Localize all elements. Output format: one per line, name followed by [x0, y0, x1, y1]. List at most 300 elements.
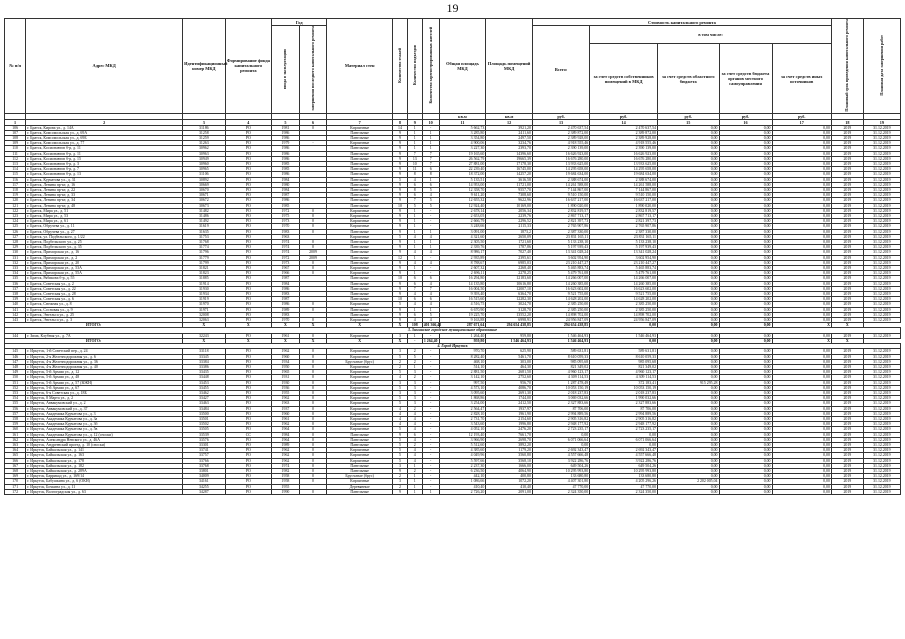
- table-cell: 2019: [831, 458, 863, 463]
- unit-living-area: кв.м: [486, 113, 533, 119]
- table-cell: 13 933 625,00: [532, 161, 589, 166]
- table-cell: -: [422, 401, 439, 406]
- column-number: 6: [299, 119, 327, 125]
- table-cell: 0,00: [658, 432, 719, 437]
- table-cell: 9: [393, 135, 408, 140]
- table-cell: 2019: [831, 312, 863, 317]
- table-cell: 1: [407, 208, 422, 213]
- table-cell: 31.12.2019: [863, 271, 900, 276]
- table-cell: 0,00: [658, 489, 719, 494]
- table-cell: 1973: [272, 219, 300, 224]
- table-cell: 14 266 007,00: [532, 276, 589, 281]
- table-cell: 31.12.2019: [863, 229, 900, 234]
- table-cell: 7027,40: [486, 250, 533, 255]
- table-cell: 0,00: [719, 146, 772, 151]
- table-cell: 31.12.2019: [863, 203, 900, 208]
- table-cell: 0,00: [658, 364, 719, 369]
- table-cell: 9: [393, 208, 408, 213]
- table-cell: 2 832 819,57: [590, 208, 658, 213]
- table-cell: 1980: [272, 182, 300, 187]
- table-cell: 5 597,66: [439, 458, 486, 463]
- table-cell: г. Иркутск, Волгоградская ул., д. 63: [26, 489, 183, 494]
- table-cell: 31.12.2019: [863, 375, 900, 380]
- table-cell: 1: [407, 479, 422, 484]
- table-cell: 0,00: [772, 198, 831, 203]
- table-cell: 2019: [831, 359, 863, 364]
- table-cell: 0,00: [719, 260, 772, 265]
- table-cell: г. Братск, Ленина пр-кт, д. 22: [26, 188, 183, 193]
- table-cell: 114: [5, 167, 26, 172]
- table-cell: 2 018 237,83: [590, 390, 658, 395]
- table-cell: 0,00: [719, 292, 772, 297]
- table-cell: РО: [225, 312, 272, 317]
- table-cell: 2019: [831, 427, 863, 432]
- table-cell: 2 881,50: [439, 370, 486, 375]
- table-cell: 6985,03: [486, 260, 533, 265]
- table-cell: 23 831 165,11: [532, 234, 589, 239]
- table-cell: 0,00: [772, 177, 831, 182]
- table-cell: 16 626 923,00: [532, 151, 589, 156]
- table-cell: РО: [225, 380, 272, 385]
- table-cell: 7 144 867,00: [590, 188, 658, 193]
- table-cell: 1970: [272, 318, 300, 323]
- table-cell: 170: [5, 479, 26, 484]
- table-cell: 33757: [183, 453, 225, 458]
- table-cell: 0,00: [772, 474, 831, 479]
- table-cell: 2411,60: [486, 130, 533, 135]
- table-cell: Кирпичные: [327, 390, 393, 395]
- table-cell: 2 389 928,00: [590, 135, 658, 140]
- table-cell: 10: [393, 297, 408, 302]
- table-cell: 0: [299, 208, 327, 213]
- table-cell: РО: [225, 307, 272, 312]
- table-cell: 10 295 993,80: [532, 468, 589, 473]
- table-cell: 2019: [831, 245, 863, 250]
- table-cell: 0,00: [772, 458, 831, 463]
- table-cell: 31.12.2019: [863, 146, 900, 151]
- table-cell: 9: [393, 167, 408, 172]
- table-cell: 0,00: [719, 125, 772, 130]
- header-local: за счет средств бюджета органов местного самоуправления: [719, 44, 772, 113]
- table-cell: 1962: [272, 349, 300, 354]
- table-cell: 33345: [183, 354, 225, 359]
- table-cell: 0,00: [719, 182, 772, 187]
- table-cell: 0,00: [658, 354, 719, 359]
- table-cell: 0,00: [772, 151, 831, 156]
- table-cell: 108: [5, 135, 26, 140]
- table-cell: 1984: [272, 188, 300, 193]
- table-cell: 1955: [272, 484, 300, 489]
- table-cell: 107: [5, 130, 26, 135]
- table-cell: 6364,70: [486, 292, 533, 297]
- table-cell: г. Иркутск, Академика Курчатова ул., д. 3: [26, 411, 183, 416]
- table-cell: 2 470 637,54: [590, 125, 658, 130]
- table-cell: 4: [407, 458, 422, 463]
- table-cell: 0: [299, 224, 327, 229]
- table-cell: 31.12.2019: [863, 260, 900, 265]
- table-cell: 9: [393, 214, 408, 219]
- table-cell: 2019: [831, 198, 863, 203]
- table-cell: 1974: [272, 245, 300, 250]
- table-cell: 2 385 250,00: [532, 307, 589, 312]
- table-cell: 2 305,50: [439, 240, 486, 245]
- table-cell: 12 193,40: [439, 432, 486, 437]
- table-cell: 1: [407, 219, 422, 224]
- table-cell: 0: [299, 406, 327, 411]
- table-cell: 164: [5, 448, 26, 453]
- table-cell: 0,00: [719, 396, 772, 401]
- table-cell: 23 210 447,27: [532, 260, 589, 265]
- table-cell: 10: [393, 276, 408, 281]
- table-cell: 2019: [831, 448, 863, 453]
- table-cell: г. Братск, Ленина пр-кт, д. 48: [26, 203, 183, 208]
- table-cell: 5 197 939,43: [532, 245, 589, 250]
- table-cell: 3: [407, 396, 422, 401]
- table-cell: РО: [225, 182, 272, 187]
- table-cell: 1986: [272, 286, 300, 291]
- table-cell: 2 692 343,47: [532, 448, 589, 453]
- table-cell: 3560,80: [486, 453, 533, 458]
- table-cell: 31.12.2019: [863, 427, 900, 432]
- table-cell: 2019: [831, 188, 863, 193]
- table-cell: 400,80: [486, 474, 533, 479]
- table-cell: 2 327 883,66: [590, 401, 658, 406]
- table-cell: 144: [5, 333, 26, 338]
- table-cell: 2 696,11: [439, 271, 486, 276]
- table-cell: 1987: [272, 297, 300, 302]
- table-cell: Кирпичные: [327, 380, 393, 385]
- table-cell: 0,00: [719, 411, 772, 416]
- table-cell: 0,00: [772, 219, 831, 224]
- table-cell: Панельные: [327, 281, 393, 286]
- table-cell: 0,00: [658, 458, 719, 463]
- table-cell: 13 933 625,00: [590, 161, 658, 166]
- table-cell: 0: [299, 437, 327, 442]
- table-cell: Кирпичные: [327, 422, 393, 427]
- table-cell: 5: [422, 203, 439, 208]
- table-cell: 0,00: [719, 406, 772, 411]
- table-cell: 4 573,10: [439, 385, 486, 390]
- table-cell: г. Иркутск, Академика Курчатова ул., д. 3а: [26, 416, 183, 421]
- table-cell: 33484: [183, 406, 225, 411]
- table-cell: 0: [299, 370, 327, 375]
- table-cell: 0,00: [772, 411, 831, 416]
- table-cell: 146: [5, 354, 26, 359]
- table-cell: 5 479 761,08: [590, 271, 658, 276]
- table-cell: Кирпичные: [327, 364, 393, 369]
- table-cell: 959,80: [439, 338, 486, 343]
- table-cell: РО: [225, 302, 272, 307]
- table-cell: г. Братск, Приморская ул., д. 53А: [26, 266, 183, 271]
- table-cell: 33766: [183, 458, 225, 463]
- table-cell: 0,00: [772, 442, 831, 447]
- table-cell: 1958: [272, 474, 300, 479]
- table-cell: 32063: [183, 318, 225, 323]
- table-cell: 121: [5, 203, 26, 208]
- table-cell: г. Братск, Обручева ул., д. 11: [26, 224, 183, 229]
- table-cell: 3: [407, 401, 422, 406]
- table-cell: 31970: [183, 302, 225, 307]
- table-cell: 1: [407, 130, 422, 135]
- table-cell: 16 623 602,00: [532, 286, 589, 291]
- table-cell: 0,00: [772, 427, 831, 432]
- table-cell: г. Иркутск, Аввакумовский ул., д. 37: [26, 406, 183, 411]
- table-cell: Кирпичные: [327, 385, 393, 390]
- table-cell: 158: [5, 416, 26, 421]
- table-cell: 31.12.2019: [863, 359, 900, 364]
- table-cell: 3: [407, 370, 422, 375]
- table-cell: 9: [393, 266, 408, 271]
- table-cell: 2115,33: [486, 224, 533, 229]
- table-cell: 1: [407, 484, 422, 489]
- table-cell: 3568,10: [486, 458, 533, 463]
- table-cell: г. Братск, Энгельса ул., д. 3: [26, 318, 183, 323]
- table-cell: 372 183,41: [590, 380, 658, 385]
- table-cell: 0,00: [719, 245, 772, 250]
- table-cell: 2 935,89: [439, 255, 486, 260]
- table-cell: 0,00: [772, 370, 831, 375]
- table-cell: 24 956 847,09: [532, 318, 589, 323]
- table-cell: 8 610 059,33: [590, 354, 658, 359]
- table-cell: 31.12.2019: [863, 135, 900, 140]
- table-cell: 149: [5, 370, 26, 375]
- table-cell: 31.12.2019: [863, 172, 900, 177]
- table-cell: 9: [393, 292, 408, 297]
- table-cell: 6 071 066,64: [590, 437, 658, 442]
- table-cell: 9: [393, 286, 408, 291]
- table-cell: 0,00: [658, 151, 719, 156]
- table-cell: 14 135,80: [439, 281, 486, 286]
- table-cell: РО: [225, 281, 272, 286]
- table-cell: 821 349,02: [590, 364, 658, 369]
- table-cell: 1983: [272, 292, 300, 297]
- table-cell: 2009: [299, 250, 327, 255]
- table-cell: 3: [393, 349, 408, 354]
- table-cell: 31930: [183, 286, 225, 291]
- table-cell: 9: [393, 229, 408, 234]
- table-cell: 1961: [272, 333, 300, 338]
- table-cell: 0,00: [719, 240, 772, 245]
- table-cell: 131: [5, 255, 26, 260]
- table-cell: -: [422, 474, 439, 479]
- table-cell: 5 465 883,74: [532, 266, 589, 271]
- table-cell: 31.12.2019: [863, 302, 900, 307]
- table-cell: Х: [327, 338, 393, 343]
- table-cell: 0,00: [719, 437, 772, 442]
- table-cell: г. Братск, Приморская ул., д. 55А: [26, 271, 183, 276]
- table-cell: г. Иркутск, 4-я Железнодорожная ул., д. 36: [26, 359, 183, 364]
- table-cell: 1979: [272, 141, 300, 146]
- table-cell: 1 990 032,66: [590, 396, 658, 401]
- table-cell: 0,00: [658, 193, 719, 198]
- table-cell: 0: [299, 364, 327, 369]
- table-cell: 0,00: [719, 323, 772, 328]
- table-cell: 136: [5, 281, 26, 286]
- table-cell: 31.12.2019: [863, 385, 900, 390]
- table-cell: 0,00: [719, 474, 772, 479]
- table-cell: Кирпичные: [327, 271, 393, 276]
- table-cell: г. Иркутск, 8 Марта ул., д. 2: [26, 396, 183, 401]
- table-cell: 2019: [831, 390, 863, 395]
- table-cell: 33463: [183, 401, 225, 406]
- table-cell: г. Братск, Обручева ул., д. 27: [26, 229, 183, 234]
- table-cell: 2 389 872,00: [532, 130, 589, 135]
- table-cell: 464,30: [486, 364, 533, 369]
- table-cell: 0,00: [772, 276, 831, 281]
- table-cell: 4 309 114,53: [532, 375, 589, 380]
- table-cell: 2 765 907,86: [532, 224, 589, 229]
- table-cell: 33118: [183, 349, 225, 354]
- table-cell: 5 133 238,10: [590, 240, 658, 245]
- table-cell: 0,00: [658, 484, 719, 489]
- table-cell: 0,00: [590, 338, 658, 343]
- table-cell: РО: [225, 125, 272, 130]
- table-cell: 139: [5, 297, 26, 302]
- header-cost-group: Стоимость капитального ремонта: [532, 19, 831, 26]
- table-cell: 142: [5, 312, 26, 317]
- header-ident: Идентификационный номер МКД: [183, 19, 225, 114]
- table-cell: 7: [422, 156, 439, 161]
- table-cell: 4 309 114,53: [590, 375, 658, 380]
- table-cell: 31.12.2019: [863, 156, 900, 161]
- table-cell: 9622,96: [486, 198, 533, 203]
- table-cell: 0,00: [590, 323, 658, 328]
- table-cell: 30672: [183, 198, 225, 203]
- column-number: 5: [272, 119, 300, 125]
- table-cell: 0,00: [772, 172, 831, 177]
- table-cell: 16 623 602,00: [590, 286, 658, 291]
- table-cell: 6 236,50: [439, 468, 486, 473]
- table-cell: 0,00: [719, 468, 772, 473]
- table-cell: Кирпичные: [327, 125, 393, 130]
- table-cell: РО: [225, 370, 272, 375]
- section-title: 4. Город Иркутск: [5, 344, 901, 349]
- table-cell: 14257,20: [486, 172, 533, 177]
- table-cell: 2019: [831, 318, 863, 323]
- table-cell: 14 295 658,00: [590, 167, 658, 172]
- table-cell: 3 922 286,76: [532, 458, 589, 463]
- table-cell: РО: [225, 271, 272, 276]
- table-cell: 30962: [183, 146, 225, 151]
- table-cell: 0,00: [658, 323, 719, 328]
- table-cell: РО: [225, 416, 272, 421]
- table-cell: 123: [5, 214, 26, 219]
- table-cell: 0,00: [658, 135, 719, 140]
- table-cell: г. Братск, Космонавтов б-р, д. 15: [26, 156, 183, 161]
- table-cell: 1955: [272, 390, 300, 395]
- table-cell: РО: [225, 188, 272, 193]
- table-cell: 16 637 217,00: [532, 198, 589, 203]
- table-cell: 0,00: [658, 401, 719, 406]
- table-cell: 1: [422, 141, 439, 146]
- table-cell: 2: [407, 442, 422, 447]
- table-cell: РО: [225, 385, 272, 390]
- table-cell: 2 905 316,82: [590, 416, 658, 421]
- table-cell: 2019: [831, 193, 863, 198]
- table-cell: 13: [407, 156, 422, 161]
- table-cell: 1930: [272, 380, 300, 385]
- table-cell: РО: [225, 177, 272, 182]
- table-cell: 2 821 397,73: [590, 219, 658, 224]
- table-cell: -: [422, 266, 439, 271]
- table-cell: 2 723 235,17: [532, 427, 589, 432]
- table-cell: 2 327 883,66: [532, 401, 589, 406]
- table-cell: 2019: [831, 135, 863, 140]
- table-cell: 2019: [831, 255, 863, 260]
- table-cell: 3 966,90: [439, 437, 486, 442]
- table-cell: 0,00: [658, 302, 719, 307]
- table-cell: 0,00: [772, 349, 831, 354]
- table-cell: 2019: [831, 463, 863, 468]
- total-label: ИТОГО:: [5, 338, 183, 343]
- table-cell: 0,00: [658, 245, 719, 250]
- table-cell: 14396,60: [486, 151, 533, 156]
- table-cell: 0,00: [719, 401, 772, 406]
- table-cell: 0: [299, 458, 327, 463]
- table-cell: 0,00: [658, 349, 719, 354]
- table-cell: 0,00: [772, 161, 831, 166]
- table-cell: -: [422, 214, 439, 219]
- table-cell: -: [422, 208, 439, 213]
- table-cell: 956,70: [486, 380, 533, 385]
- table-cell: 4 918 555,46: [532, 141, 589, 146]
- table-cell: 112: [5, 156, 26, 161]
- table-cell: 2 324 350,00: [532, 489, 589, 494]
- table-cell: РО: [225, 474, 272, 479]
- table-cell: г. Иркутск, Баррикад ул., д. 169/14: [26, 474, 183, 479]
- table-cell: Х: [272, 323, 300, 328]
- table-cell: 1970: [272, 224, 300, 229]
- table-cell: Панельные: [327, 312, 393, 317]
- table-cell: 1984: [272, 281, 300, 286]
- table-cell: Кирпичные: [327, 219, 393, 224]
- table-cell: 997,50: [439, 380, 486, 385]
- table-cell: 3: [407, 385, 422, 390]
- table-cell: 0,00: [772, 135, 831, 140]
- table-cell: 130: [5, 250, 26, 255]
- table-cell: 108: [407, 323, 422, 328]
- table-cell: 8: [407, 188, 422, 193]
- table-cell: Панельные: [327, 297, 393, 302]
- table-cell: 0,00: [719, 416, 772, 421]
- table-cell: РО: [225, 266, 272, 271]
- table-cell: 1: [422, 135, 439, 140]
- table-cell: 5 662,73: [439, 125, 486, 130]
- table-cell: 31.12.2019: [863, 479, 900, 484]
- table-cell: 0,00: [658, 390, 719, 395]
- table-cell: -: [422, 396, 439, 401]
- table-cell: 2019: [831, 240, 863, 245]
- table-cell: 31.12.2019: [863, 224, 900, 229]
- table-cell: 9: [393, 172, 408, 177]
- table-cell: 2019: [831, 141, 863, 146]
- table-cell: 9: [393, 224, 408, 229]
- table-cell: 2019: [831, 208, 863, 213]
- table-cell: 160: [5, 427, 26, 432]
- table-cell: 2019: [831, 349, 863, 354]
- table-cell: 9 521 755,00: [590, 292, 658, 297]
- table-cell: 3 602 954,90: [532, 255, 589, 260]
- table-cell: 7: [407, 198, 422, 203]
- table-cell: 0,00: [719, 172, 772, 177]
- table-cell: 31768: [183, 240, 225, 245]
- table-cell: 1: [407, 125, 422, 130]
- table-cell: 129: [5, 245, 26, 250]
- table-cell: 1974: [272, 463, 300, 468]
- table-cell: 19 165,60: [439, 151, 486, 156]
- table-cell: 4: [407, 260, 422, 265]
- table-cell: 31796: [183, 250, 225, 255]
